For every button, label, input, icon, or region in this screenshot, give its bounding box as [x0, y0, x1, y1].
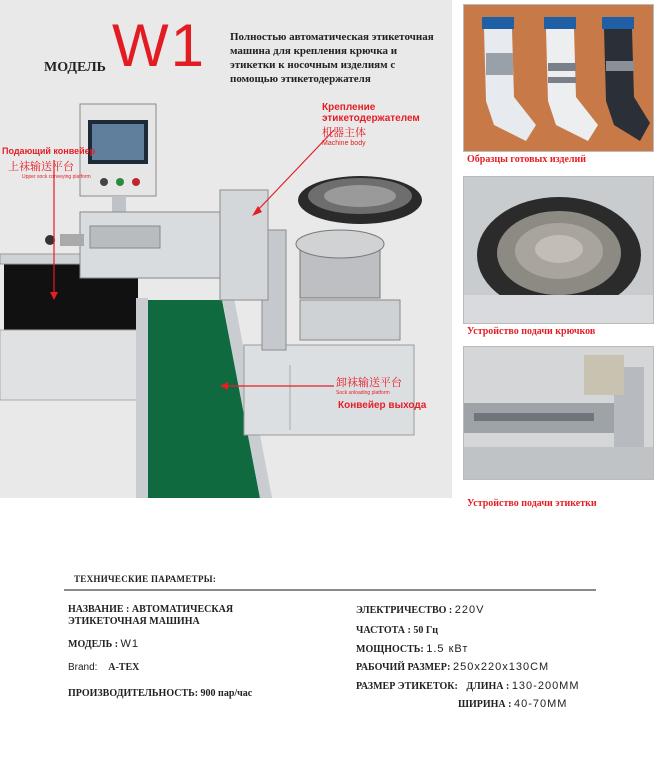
spec-power-value: 1.5 кВт [426, 643, 469, 655]
spec-electricity-label: ЭЛЕКТРИЧЕСТВО : [356, 605, 453, 616]
labels-photo [463, 346, 654, 480]
spec-label-size-label: РАЗМЕР ЭТИКЕТОК: [356, 681, 458, 692]
spec-width-label: ШИРИНА : [458, 699, 512, 710]
feed-label-cn: 上袜输送平台 [8, 160, 74, 173]
spec-brand-label: Brand: [68, 662, 98, 673]
hooks-image [464, 177, 653, 323]
attach-label-cn: 机器主体 [322, 126, 366, 139]
socks-photo [463, 4, 654, 152]
attach-label-en: Machine body [322, 140, 366, 147]
spec-frequency-value: 50 Гц [413, 625, 438, 636]
spec-frequency-label: ЧАСТОТА : [356, 625, 411, 636]
spec-power-label: МОЩНОСТЬ: [356, 644, 424, 655]
spec-productivity: ПРОИЗВОДИТЕЛЬНОСТЬ: 900 пар/час [68, 688, 253, 699]
feed-label-en: Upper sock conveying platform [22, 174, 91, 180]
attach-label-ru: Крепление этикетодержателем [322, 102, 420, 124]
spec-brand-value: A-TEX [108, 662, 140, 673]
spec-model-value: W1 [120, 638, 140, 650]
labels-image [464, 347, 653, 479]
spec-model [68, 638, 139, 650]
spec-width [458, 698, 567, 710]
out-label-cn: 卸袜输送平台 [336, 376, 402, 389]
labels-caption: Устройство подачи этикетки [467, 498, 597, 509]
specs-divider [64, 589, 596, 591]
socks-image [464, 5, 653, 151]
spec-size-value: 250x220x130CM [453, 661, 550, 673]
spec-width-value: 40-70MM [513, 698, 568, 710]
model-code: W1 [112, 12, 206, 79]
hooks-caption: Устройство подачи крючков [467, 326, 596, 337]
specs-title: ТЕХНИЧЕСКИЕ ПАРАМЕТРЫ: [74, 574, 217, 584]
out-label-en: Sock unloading platform [336, 390, 390, 396]
spec-length-label: ДЛИНА : [466, 681, 510, 692]
spec-size-label: РАБОЧИЙ РАЗМЕР: [356, 662, 451, 673]
spec-size [356, 661, 549, 673]
description: Полностью автоматическая этикеточная машина для крепления крючка и этикетки к носочным изделиям с помощью этикетодержателя [230, 31, 434, 85]
feed-label-ru: Подающий конвейер [2, 146, 96, 156]
model-word: МОДЕЛЬ [44, 60, 106, 75]
out-label-ru: Конвейер выхода [338, 400, 427, 411]
spec-length-value: 130-200MM [511, 680, 580, 692]
spec-frequency [356, 625, 438, 636]
spec-electricity [356, 604, 484, 616]
spec-model-label: МОДЕЛЬ : [68, 639, 119, 650]
spec-electricity-value: 220V [454, 604, 485, 616]
spec-brand [68, 662, 139, 673]
samples-caption: Образцы готовых изделий [467, 154, 587, 165]
spec-label-size [356, 680, 580, 692]
hooks-photo [463, 176, 654, 324]
spec-power [356, 643, 468, 655]
spec-name: НАЗВАНИЕ : АВТОМАТИЧЕСКАЯ ЭТИКЕТОЧНАЯ МАШИНА [68, 604, 234, 627]
